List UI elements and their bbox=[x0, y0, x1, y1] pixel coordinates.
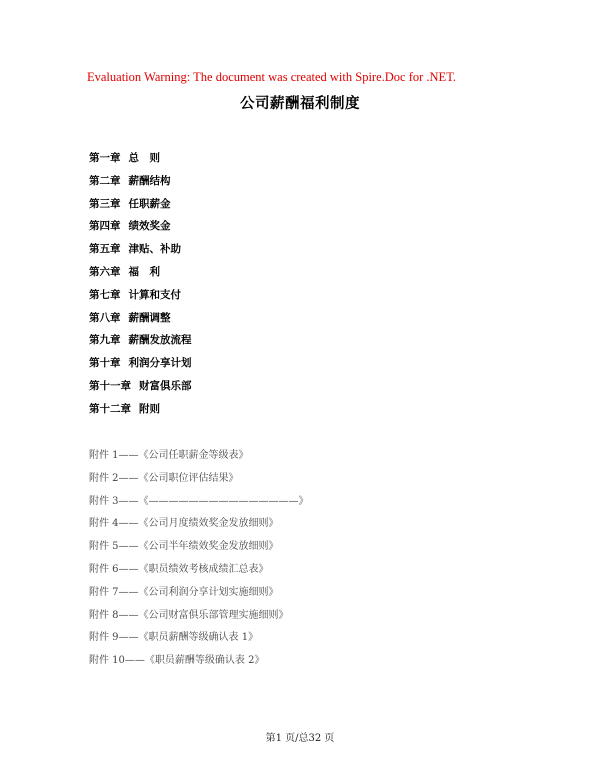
attachment-item: 附件 4——《公司月度绩效奖金发放细则》 bbox=[89, 518, 279, 530]
chapter-list bbox=[89, 150, 192, 424]
attachment-item: 附件 9——《职员薪酬等级确认表 1》 bbox=[89, 632, 259, 644]
attachment-list bbox=[89, 448, 309, 676]
chapter-number: 第十一章 bbox=[89, 379, 131, 392]
chapter-title: 附则 bbox=[139, 402, 160, 415]
chapter-number: 第三章 bbox=[89, 197, 121, 210]
chapter-item bbox=[89, 401, 192, 424]
chapter-number: 第十章 bbox=[89, 357, 121, 370]
chapter-item bbox=[89, 310, 192, 333]
chapter-item bbox=[89, 150, 192, 173]
chapter-item bbox=[89, 173, 192, 196]
chapter-number: 第二章 bbox=[89, 174, 121, 187]
chapter-number: 第九章 bbox=[89, 334, 121, 347]
page-number: 第1 页/总32 页 bbox=[265, 733, 335, 744]
chapter-item bbox=[89, 287, 192, 310]
chapter-item bbox=[89, 355, 192, 378]
chapter-title: 总 则 bbox=[128, 152, 160, 164]
attachment-item: 附件 8——《公司财富俱乐部管理实施细则》 bbox=[89, 609, 289, 621]
chapter-title: 薪酬结构 bbox=[128, 174, 171, 187]
chapter-number: 第五章 bbox=[89, 243, 121, 256]
chapter-title: 利润分享计划 bbox=[128, 357, 192, 370]
attachment-item: 附件 1——《公司任职薪金等级表》 bbox=[89, 450, 249, 461]
attachment-item: 附件 5——《公司半年绩效奖金发放细则》 bbox=[89, 541, 279, 553]
attachment-item: 附件 3——《———————————————》 bbox=[89, 495, 309, 507]
chapter-title: 绩效奖金 bbox=[128, 220, 171, 233]
chapter-title: 财富俱乐部 bbox=[139, 379, 192, 392]
chapter-item bbox=[89, 264, 192, 287]
chapter-item bbox=[89, 378, 192, 401]
chapter-title: 任职薪金 bbox=[128, 197, 171, 210]
attachment-item: 附件 2——《公司职位评估结果》 bbox=[89, 472, 239, 484]
chapter-title: 津贴、补助 bbox=[128, 243, 181, 256]
chapter-number: 第一章 bbox=[89, 152, 121, 164]
chapter-item bbox=[89, 196, 192, 219]
chapter-number: 第八章 bbox=[89, 311, 121, 324]
chapter-number: 第六章 bbox=[89, 265, 121, 278]
chapter-title: 薪酬发放流程 bbox=[128, 334, 192, 347]
chapter-number: 第十二章 bbox=[89, 402, 131, 415]
chapter-title: 薪酬调整 bbox=[128, 311, 171, 324]
chapter-number: 第七章 bbox=[89, 288, 121, 301]
attachment-item: 附件 6——《职员绩效考核成绩汇总表》 bbox=[89, 563, 269, 575]
chapter-item bbox=[89, 241, 192, 264]
chapter-item bbox=[89, 332, 192, 355]
document-title: 公司薪酬福利制度 bbox=[240, 95, 360, 112]
chapter-title: 计算和支付 bbox=[128, 288, 181, 301]
chapter-number: 第四章 bbox=[89, 220, 121, 233]
chapter-title: 福 利 bbox=[128, 265, 160, 278]
attachment-item: 附件 7——《公司利润分享计划实施细则》 bbox=[89, 586, 279, 598]
evaluation-warning: Evaluation Warning: The document was created with Spire.Doc for .NET. bbox=[87, 70, 457, 84]
chapter-item bbox=[89, 218, 192, 241]
attachment-item: 附件 10——《职员薪酬等级确认表 2》 bbox=[89, 655, 265, 667]
